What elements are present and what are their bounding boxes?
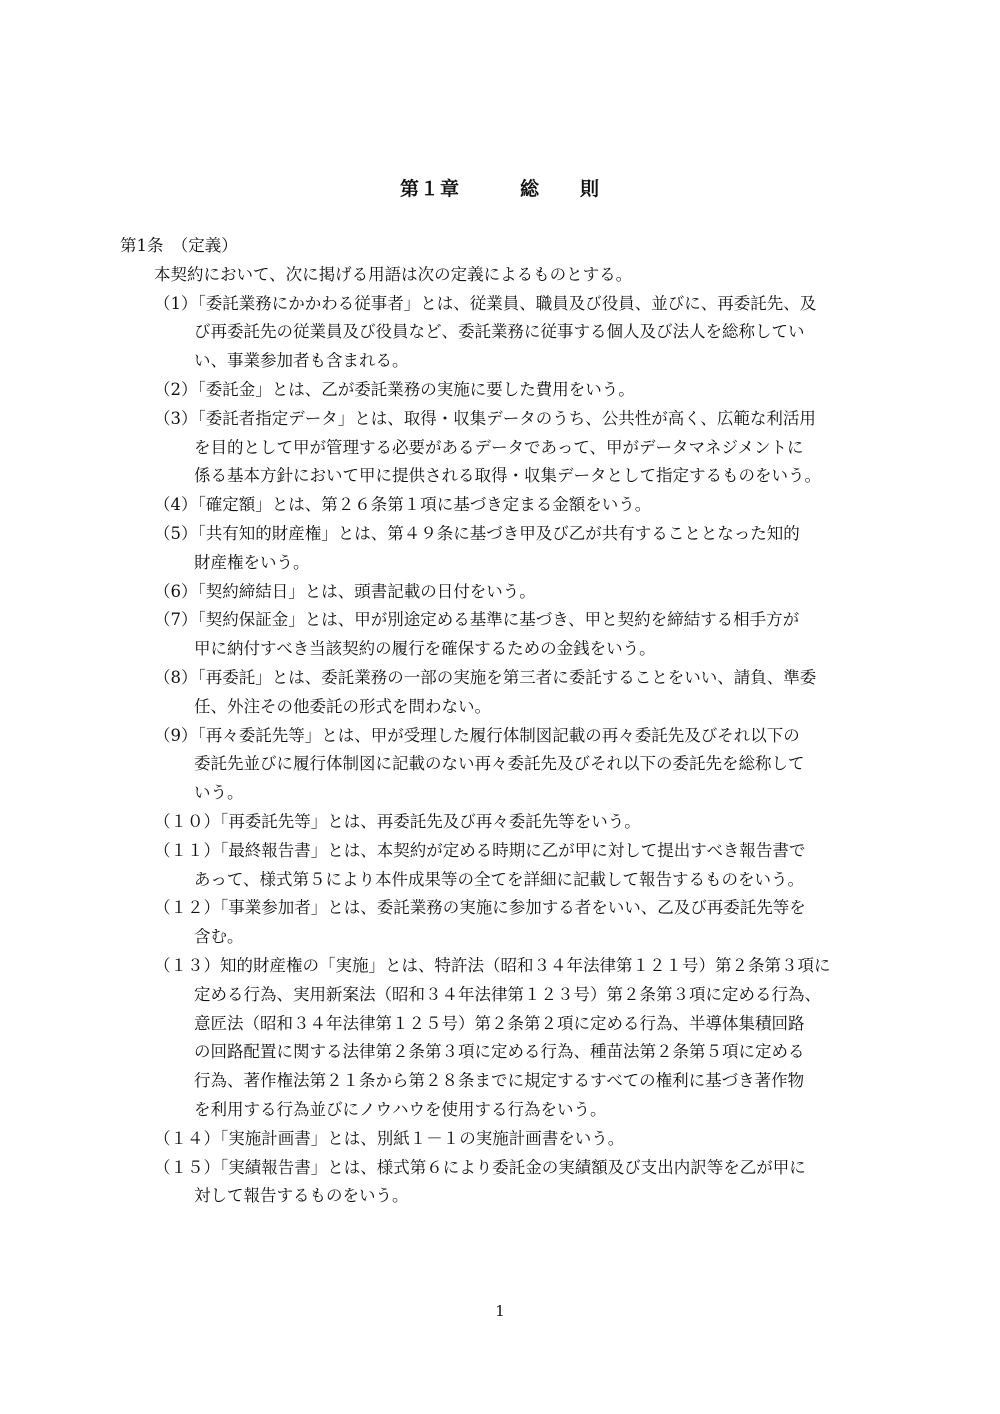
definition-line-continued: 含む。	[194, 927, 244, 947]
definition-item	[120, 290, 885, 376]
definition-line-first: （１２）「事業参加者」とは、委託業務の実施に参加する者をいい、乙及び再委託先等を	[154, 898, 806, 918]
definition-line-continued: の回路配置に関する法律第２条第３項に定める行為、種苗法第２条第５項に定める	[194, 1042, 805, 1062]
definition-line-first: （8）「再委託」とは、委託業務の一部の実施を第三者に委託することをいい、請負、準委	[154, 667, 817, 687]
definition-line-continued: 委託先並びに履行体制図に記載のない再々委託先及びそれ以下の委託先を総称して	[194, 754, 805, 774]
definition-line-first: （１０）「再委託先等」とは、再委託先及び再々委託先等をいう。	[154, 811, 641, 831]
definition-line-first: （１１）「最終報告書」とは、本契約が定める時期に乙が甲に対して提出すべき報告書で	[154, 840, 806, 860]
definition-line-continued: 財産権をいう。	[194, 552, 310, 572]
definition-line-first: （3）「委託者指定データ」とは、取得・収集データのうち、公共性が高く、広範な利活用	[154, 408, 816, 428]
definition-line-continued: 対して報告するものをいう。	[194, 1186, 409, 1206]
definition-item	[120, 491, 885, 520]
definition-item	[120, 664, 885, 722]
page-number: 1	[495, 1302, 505, 1320]
definition-line-continued: い、事業参加者も含まれる。	[194, 351, 409, 371]
definition-line-continued: あって、様式第５により本件成果等の全てを詳細に記載して報告するものをいう。	[194, 869, 805, 889]
definition-line-first: （6）「契約締結日」とは、頭書記載の日付をいう。	[154, 581, 536, 601]
definition-item	[120, 405, 885, 491]
definition-line-first: （1）「委託業務にかかわる従事者」とは、従業員、職員及び役員、並びに、再委託先、及	[154, 293, 817, 313]
definition-line-continued: を利用する行為並びにノウハウを使用する行為をいう。	[194, 1099, 607, 1119]
definition-item	[120, 376, 885, 405]
definition-line-continued: び再委託先の従業員及び役員など、委託業務に従事する個人及び法人を総称してい	[194, 322, 805, 342]
definition-line-first: （１４）「実施計画書」とは、別紙１－１の実施計画書をいう。	[154, 1128, 625, 1148]
definition-line-continued: 意匠法（昭和３４年法律第１２５号）第２条第２項に定める行為、半導体集積回路	[194, 1013, 805, 1033]
definition-list	[120, 290, 885, 1212]
definition-line-continued: 行為、著作権法第２１条から第２８条までに規定するすべての権利に基づき著作物	[194, 1071, 805, 1091]
definition-line-continued: 甲に納付すべき当該契約の履行を確保するための金銭をいう。	[194, 639, 656, 659]
definition-line-continued: 任、外注その他委託の形式を問わない。	[194, 696, 491, 716]
definition-line-first: （7）「契約保証金」とは、甲が別途定める基準に基づき、甲と契約を締結する相手方が	[154, 610, 800, 630]
definition-line-first: （１５）「実績報告書」とは、様式第６により委託金の実績額及び支出内訳等を乙が甲に	[154, 1157, 806, 1177]
definition-item	[120, 837, 885, 895]
chapter-title: 第１章 総 則	[399, 178, 600, 200]
definition-item	[120, 578, 885, 607]
article-intro: 本契約において、次に掲げる用語は次の定義によるものとする。	[154, 264, 633, 284]
definition-line-continued: を目的として甲が管理する必要があるデータであって、甲がデータマネジメントに	[194, 437, 804, 457]
definition-line-first: （4）「確定額」とは、第２６条第１項に基づき定まる金額をいう。	[154, 495, 652, 515]
definition-item	[120, 808, 885, 837]
definition-line-first: （5）「共有知的財産権」とは、第４９条に基づき甲及び乙が共有することとなった知的	[154, 523, 800, 543]
article-1	[120, 232, 885, 1211]
definition-item	[120, 722, 885, 808]
definition-item	[120, 520, 885, 578]
definition-line-first: （9）「再々委託先等」とは、甲が受理した履行体制図記載の再々委託先及びそれ以下の	[154, 725, 800, 745]
definition-item	[120, 606, 885, 664]
definition-line-first: （2）「委託金」とは、乙が委託業務の実施に要した費用をいう。	[154, 379, 635, 399]
definition-item	[120, 1154, 885, 1212]
definition-line-continued: いう。	[194, 783, 244, 803]
definition-item	[120, 1125, 885, 1154]
definition-line-continued: 定める行為、実用新案法（昭和３４年法律第１２３号）第２条第３項に定める行為、	[194, 984, 821, 1004]
definition-item	[120, 894, 885, 952]
definition-item	[120, 952, 885, 1125]
definition-line-continued: 係る基本方針において甲に提供される取得・収集データとして指定するものをいう。	[194, 466, 821, 486]
article-heading: 第1条 （定義）	[120, 236, 238, 255]
definition-line-first: （１３）知的財産権の「実施」とは、特許法（昭和３４年法律第１２１号）第２条第３項に	[154, 955, 831, 975]
